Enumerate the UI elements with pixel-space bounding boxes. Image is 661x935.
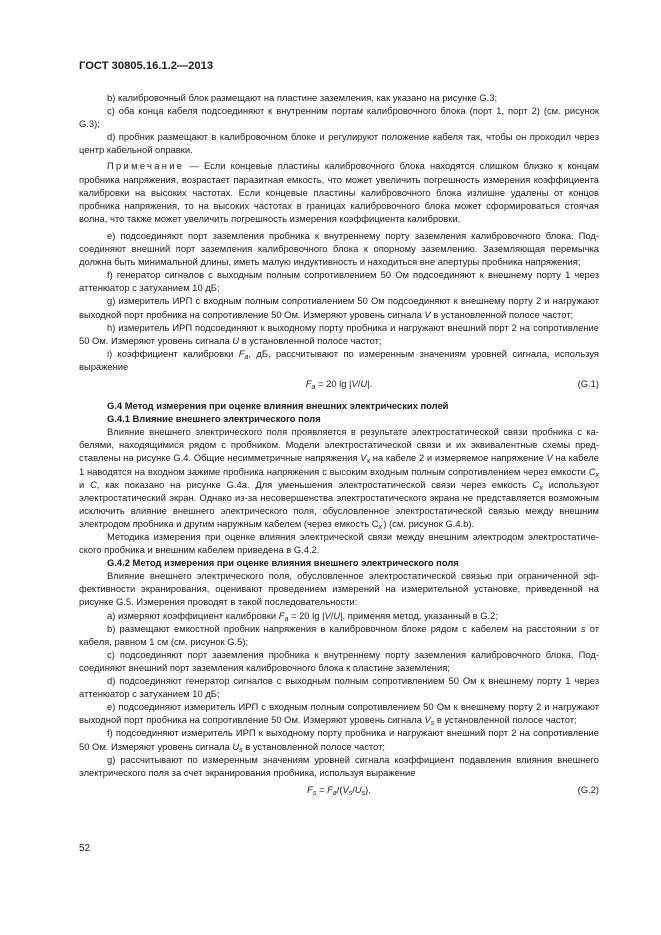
document-body: [79, 91, 599, 802]
text-segment: /: [357, 377, 361, 389]
math-symbol: s: [580, 622, 586, 634]
text-segment: =: [316, 783, 328, 795]
subscript: x: [539, 484, 543, 492]
text-segment: используют электростатический экран. Однако из-за несовершенства электростатического экрана не представляется возможным исключить влияние внешнего электрического поля, обусловленное электростатической связью между внешним электродом пробника и другим наружным кабелем (через емкость C: [79, 478, 599, 529]
math-symbol: V: [424, 714, 431, 726]
subscript: a: [332, 789, 337, 797]
subscript: x: [595, 471, 599, 479]
math-symbol: V: [424, 308, 431, 320]
math-symbol: U: [354, 783, 362, 795]
text-segment: , дБ, рассчитывают по измеренным значениям уровней сигнала, используя выражение: [79, 347, 599, 372]
paragraph: [79, 609, 599, 622]
math-symbol: C: [90, 478, 97, 490]
equation-number: (G.2): [577, 783, 599, 795]
text-segment: Методика измерения при оценке влияния электрической связи между внешним электродом электростатического пробника и внешним кабелем приведена в G.4.2.: [79, 531, 599, 556]
text-segment: b) размещают емкостной пробник напряжения в калибровочном блоке рядом с кабелем на расстоянии: [107, 622, 581, 634]
note-paragraph: [79, 159, 599, 224]
text-segment: h) измеритель ИРП подсоединяют к выходному порту пробника и нагружают внешний порт 2 на сопротивление 50 Ом. Измеряют уровень сигнала: [79, 321, 599, 346]
subscript: s: [348, 789, 353, 797]
paragraph: [79, 104, 599, 130]
text-segment: c) подсоединяют порт заземления пробника к внутреннему порту заземления калибровочного блока. Подсоединяют внешний порт заземления калибровочного блока к пластине заземления;: [79, 648, 599, 673]
text-segment: b) калибровочный блок размещают на пластине заземления, как указано на рисунке G.3;: [107, 92, 498, 103]
paragraph: [79, 569, 599, 608]
paragraph: [79, 726, 599, 752]
text-segment: в установленной полосе частот;: [434, 714, 577, 726]
section-heading: [79, 556, 599, 569]
text-segment: G.4 Метод измерения при оценке влияния внешних электрических полей: [107, 400, 449, 412]
math-symbol: U: [333, 609, 341, 621]
text-segment: /(: [336, 783, 343, 795]
paragraph: [79, 321, 599, 347]
text-segment: Примечание: [107, 160, 185, 172]
page-number: 52: [79, 843, 91, 854]
text-segment: = 20 lg |: [288, 609, 325, 621]
paragraph: [79, 700, 599, 726]
subscript: x: [378, 523, 383, 531]
subscript: s: [361, 789, 366, 797]
paragraph: [79, 674, 599, 700]
text-segment: e) подсоединяют порт заземления пробника к внутреннему порту заземления калибровочного блока. Подсоединяют внешний порт заземления калибровочного блока к опорному заземлению. Заземляющая перемычка должна быть минимальной длины, иметь малую индуктивность и находиться вне апертуры пробника напряжения;: [79, 229, 599, 268]
paragraph: [79, 530, 599, 556]
text-segment: в установленной полосе частот;: [239, 334, 382, 346]
text-segment: d) подсоединяют генератор сигналов с выходным полным сопротивлением 50 Ом к внешнему порту 1 через аттенюатор с затуханием 10 дБ;: [79, 675, 599, 700]
math-symbol: F: [238, 347, 245, 359]
text-segment: G.4.2 Метод измерения при оценке влияния внешнего электрического поля: [107, 557, 459, 569]
text-segment: = 20 lg |: [315, 377, 352, 389]
math-symbol: U: [232, 334, 240, 346]
subscript: s: [239, 746, 243, 754]
subscript: a: [284, 615, 289, 623]
text-segment: c) оба конца кабеля подсоединяют к внутренним портам калибровочного блока (порт 1, порт 2) (см. рисунок G.3);: [79, 105, 599, 130]
text-segment: G.4.1 Влияние внешнего электрического поля: [107, 413, 321, 425]
document-header-title: ГОСТ 30805.16.1.2—2013: [79, 60, 214, 72]
text-segment: на кабеле 1 наводятся на входном зажиме пробника напряжения с высоким входным полным сопротивлением через емкости: [79, 452, 599, 477]
text-segment: g) рассчитывают по измеренным значениям уровней сигнала коэффициент подавления влияния внешнего электрического поля за счет экранирования пробника, используя выражение: [79, 753, 599, 778]
section-heading: [79, 412, 599, 425]
paragraph: [79, 229, 599, 268]
math-symbol: C: [588, 465, 596, 477]
subscript: x: [366, 458, 371, 466]
math-symbol: C: [532, 478, 540, 490]
math-symbol: V: [360, 452, 367, 464]
paragraph: [79, 130, 599, 156]
paragraph: [79, 294, 599, 320]
text-segment: /: [352, 783, 355, 795]
math-symbol: V: [546, 452, 553, 464]
text-segment: в установленной полосе частот;: [242, 740, 386, 752]
text-segment: — Если концевые пластины калибровочного блока находятся слишком близко к концам пробника напряжения, возрастает паразитная емкость, что может увеличить погрешность измерения коэффициента калибровки на высоких частотах. Если концевые пластины калибровочного блока излишне удалены от концов пробника напряжения, то на высоких частотах в границах калибровочного блока может сформироваться стоячая волна, что также может увеличить погрешность измерения коэффициента калибровки.: [79, 160, 599, 224]
text-segment: |, применяя метод, указанный в G.2;: [340, 609, 498, 621]
superscript: ': [382, 517, 384, 525]
paragraph: [79, 347, 599, 373]
math-symbol: F: [305, 377, 312, 389]
text-segment: Влияние внешнего электрического поля проявляется в результате электростатической связи пробника с кабелями, находящимися рядом с пробником. Модели электростатической связи и их эквивалентные схемы представлены на рисунке G.4. Общие несимметричные напряжения: [79, 426, 599, 464]
paragraph: [79, 91, 599, 104]
text-segment: , как показано на рисунке G.4a. Для уменьшения электростатической связи через емкость: [96, 478, 533, 490]
subscript: s: [430, 720, 435, 728]
paragraph: [79, 622, 599, 648]
paragraph: [79, 753, 599, 779]
paragraph: [79, 648, 599, 674]
math-symbol: F: [327, 783, 333, 795]
text-segment: ).: [365, 783, 371, 795]
section-heading: [79, 399, 599, 412]
paragraph: [79, 425, 599, 530]
text-segment: d) пробник размещают в калибровочном блоке и регулируют положение кабеля так, чтобы он проходил через центр кабельной оправки.: [79, 131, 599, 156]
equation-number: (G.1): [577, 377, 599, 389]
math-symbol: U: [360, 377, 368, 389]
text-segment: a) измеряют коэффициент калибровки: [107, 609, 279, 621]
formula: [79, 377, 599, 390]
text-segment: Влияние внешнего электрического поля, обусловленное электростатической связью при ограниченной эффективности экранирования, оценивают проведением измерений на измерительной установке, приведенной на рисунке G.5. Измерения проводят в такой последовательности:: [79, 570, 599, 608]
paragraph: [79, 268, 599, 294]
math-symbol: F: [307, 783, 313, 795]
formula: [79, 783, 599, 796]
text-segment: |.: [367, 377, 373, 389]
text-segment: /: [330, 609, 334, 621]
text-segment: i) коэффициент калибровки: [107, 347, 239, 359]
text-segment: g) измеритель ИРП с входным полным сопротивлением 50 Ом подсоединяют к внешнему порту 2 и нагружают выходной порт пробника на сопротивление 50 Ом. Измеряют уровень сигнала: [79, 295, 599, 320]
math-symbol: V: [351, 377, 358, 389]
math-symbol: U: [232, 740, 240, 752]
text-segment: e) подсоединяют измеритель ИРП с входным полным сопротивлением 50 Ом к внешнему порту 2 и нагружают выходной порт пробника на сопротивление 50 Ом. Измеряют уровень сигнала: [79, 701, 599, 726]
text-segment: от кабеля, равном 1 см (см. рисунок G.5);: [79, 622, 599, 647]
subscript: a: [311, 383, 316, 391]
subscript: a: [244, 353, 249, 361]
text-segment: на кабеле 2 и измеряемое напряжение: [370, 452, 547, 464]
math-symbol: V: [342, 783, 349, 795]
text-segment: f) генератор сигналов с выходным полным сопротивлением 50 Ом подсоединяют к внешнему порту 1 через аттенюатор с затуханием 10 дБ;: [79, 269, 599, 294]
math-symbol: V: [324, 609, 331, 621]
math-symbol: F: [278, 609, 285, 621]
text-segment: f) подсоединяют измеритель ИРП к выходному порту пробника и нагружают внешний порт 2 на сопротивление 50 Ом. Измеряют уровень сигнала: [79, 727, 599, 752]
text-segment: ) (см. рисунок G.4.b).: [383, 517, 475, 529]
text-segment: в установленной полосе частот;: [430, 308, 574, 320]
subscript: s: [312, 789, 317, 797]
text-segment: и: [79, 478, 91, 490]
